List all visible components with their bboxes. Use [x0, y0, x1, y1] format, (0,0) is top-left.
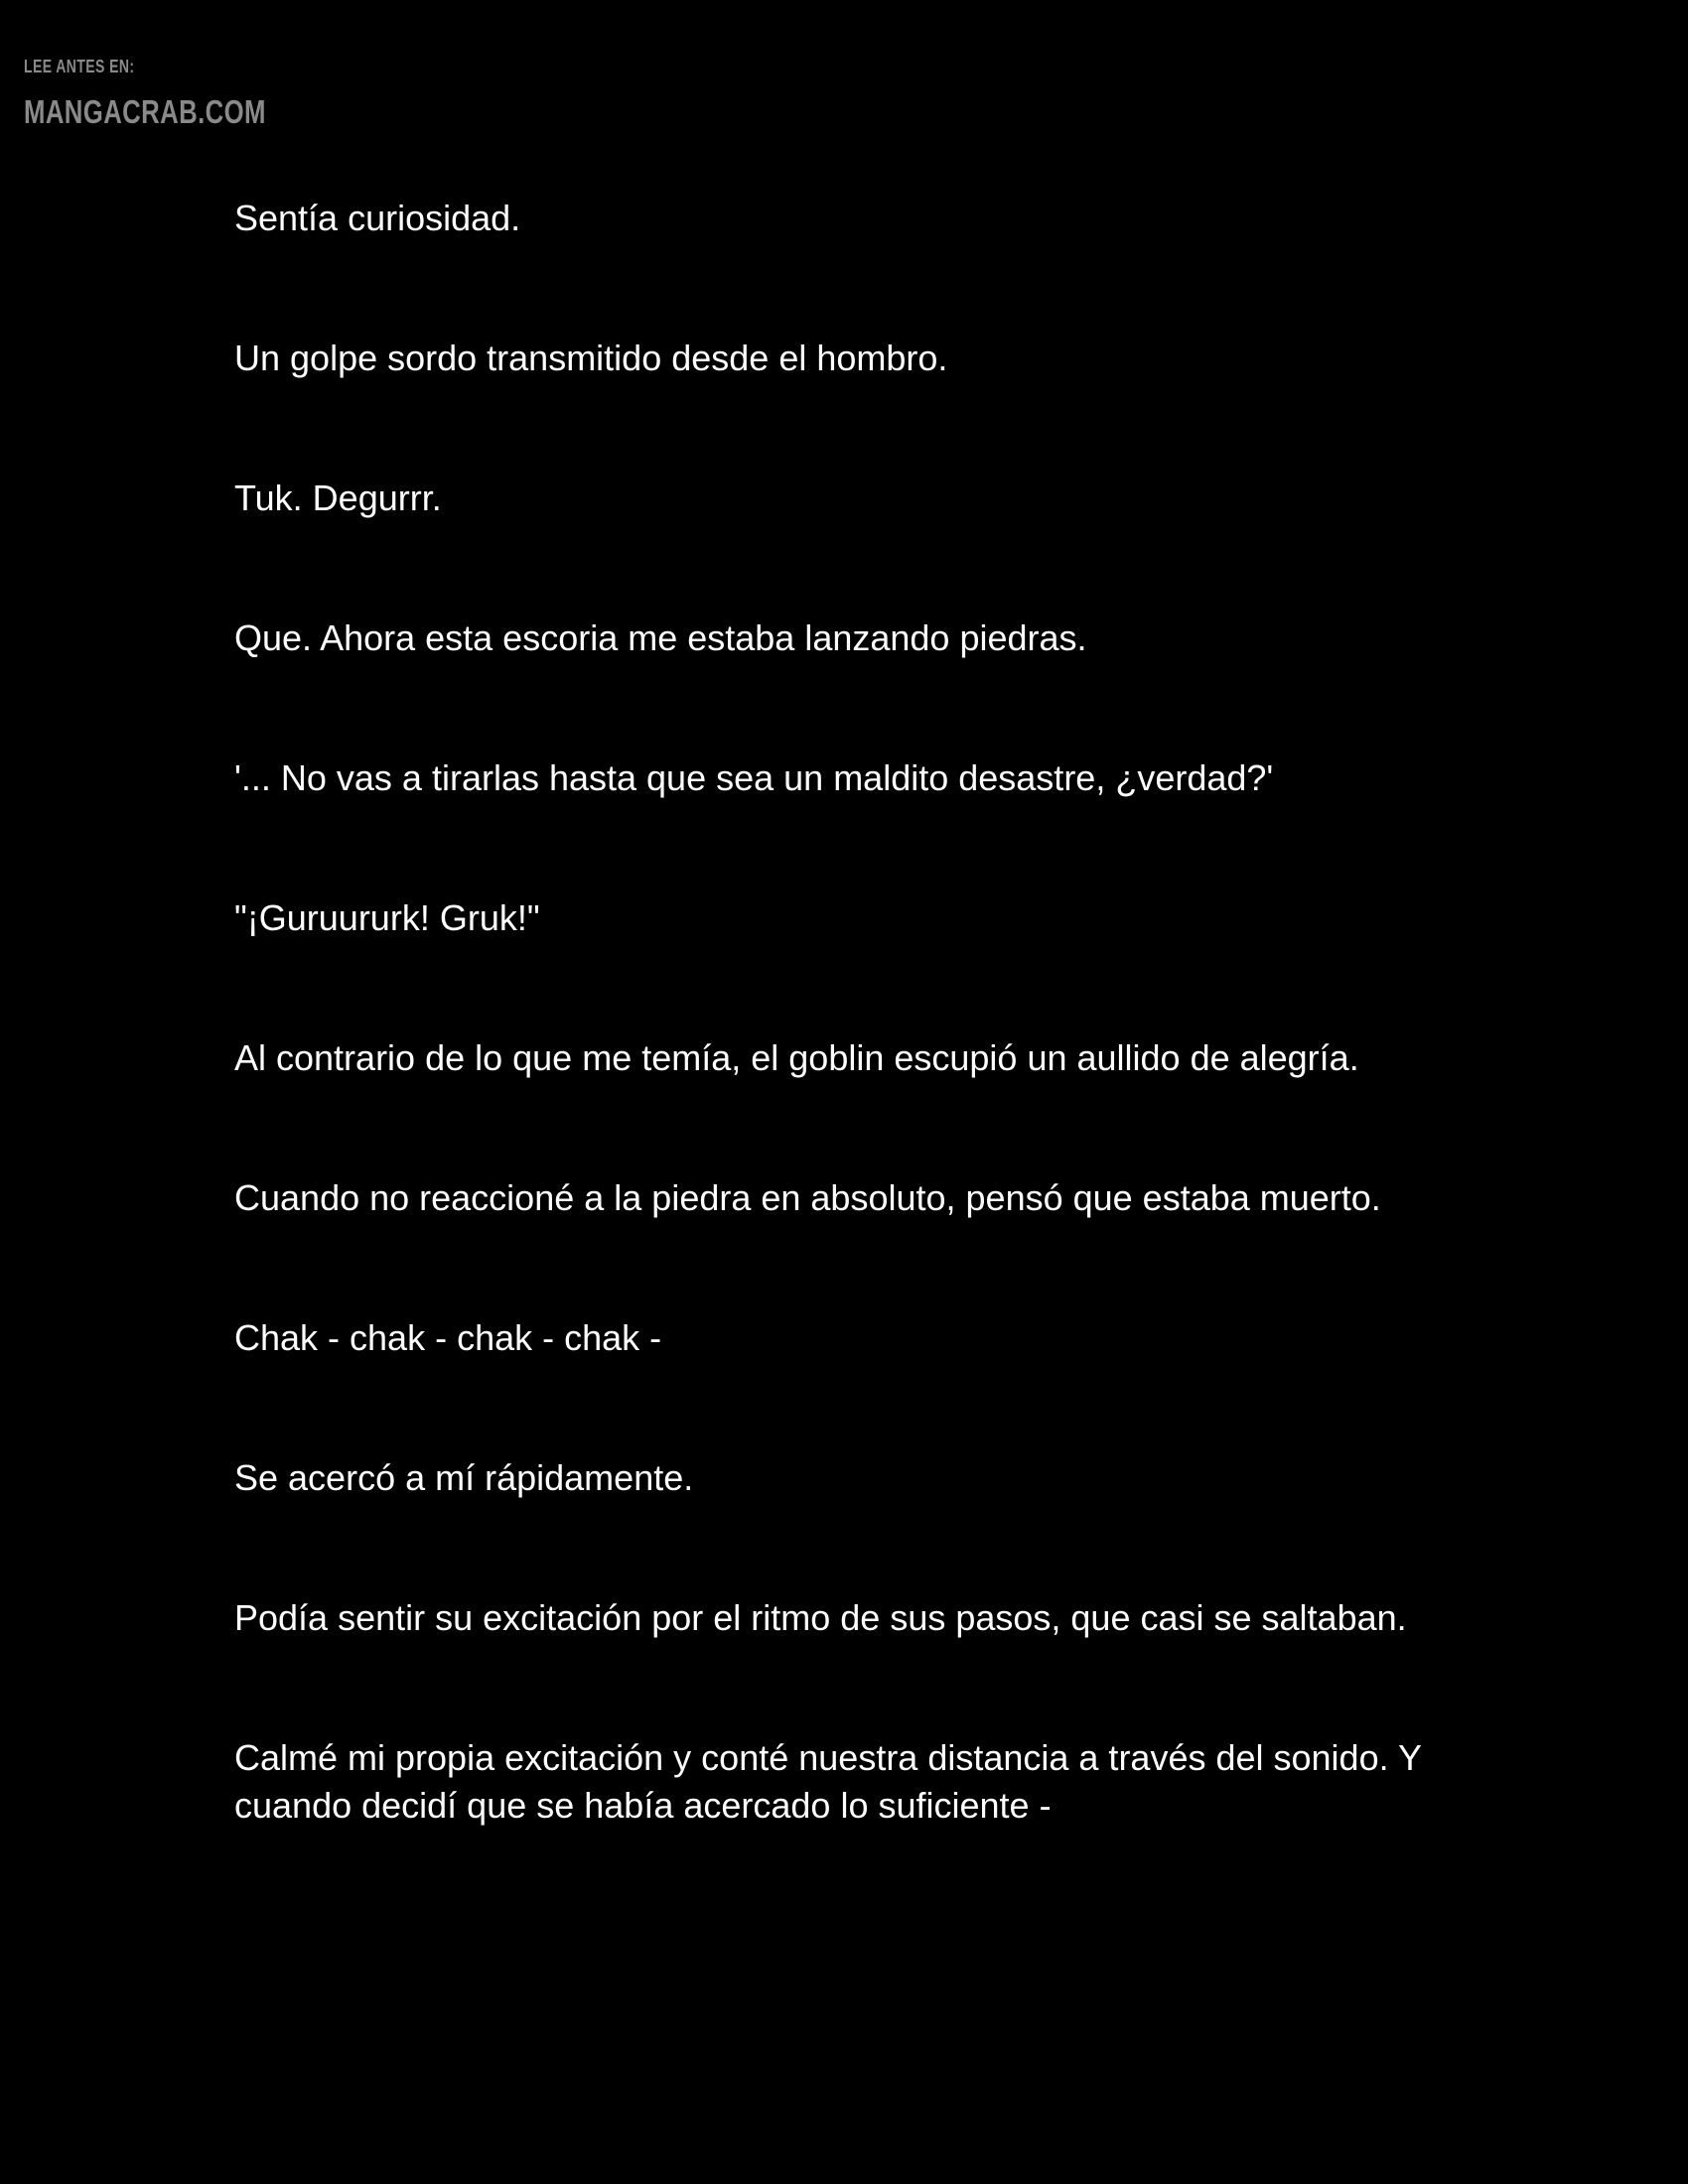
paragraph: Calmé mi propia excitación y conté nuestra distancia a través del sonido. Y cuando decidí que se había acercado lo suficiente -	[234, 1737, 1422, 1826]
paragraph: Podía sentir su excitación por el ritmo de sus pasos, que casi se saltaban.	[234, 1597, 1407, 1638]
paragraph: Tuk. Degurrr.	[234, 478, 442, 518]
watermark-site: MANGACRAB.COM	[24, 93, 266, 130]
paragraph: '... No vas a tirarlas hasta que sea un maldito desastre, ¿verdad?'	[234, 757, 1274, 798]
document-body	[234, 195, 1456, 1922]
source-watermark	[24, 58, 266, 128]
watermark-pretext: LEE ANTES EN:	[24, 57, 135, 76]
paragraph: Al contrario de lo que me temía, el goblin escupió un aullido de alegría.	[234, 1037, 1359, 1078]
paragraph: Chak - chak - chak - chak -	[234, 1317, 662, 1358]
paragraph: Se acercó a mí rápidamente.	[234, 1457, 694, 1498]
paragraph: Sentía curiosidad.	[234, 198, 521, 238]
paragraph: "¡Guruururk! Gruk!"	[234, 897, 540, 938]
paragraph: Un golpe sordo transmitido desde el hombro.	[234, 338, 948, 378]
paragraph: Que. Ahora esta escoria me estaba lanzando piedras.	[234, 617, 1087, 658]
paragraph: Cuando no reaccioné a la piedra en absoluto, pensó que estaba muerto.	[234, 1177, 1381, 1218]
